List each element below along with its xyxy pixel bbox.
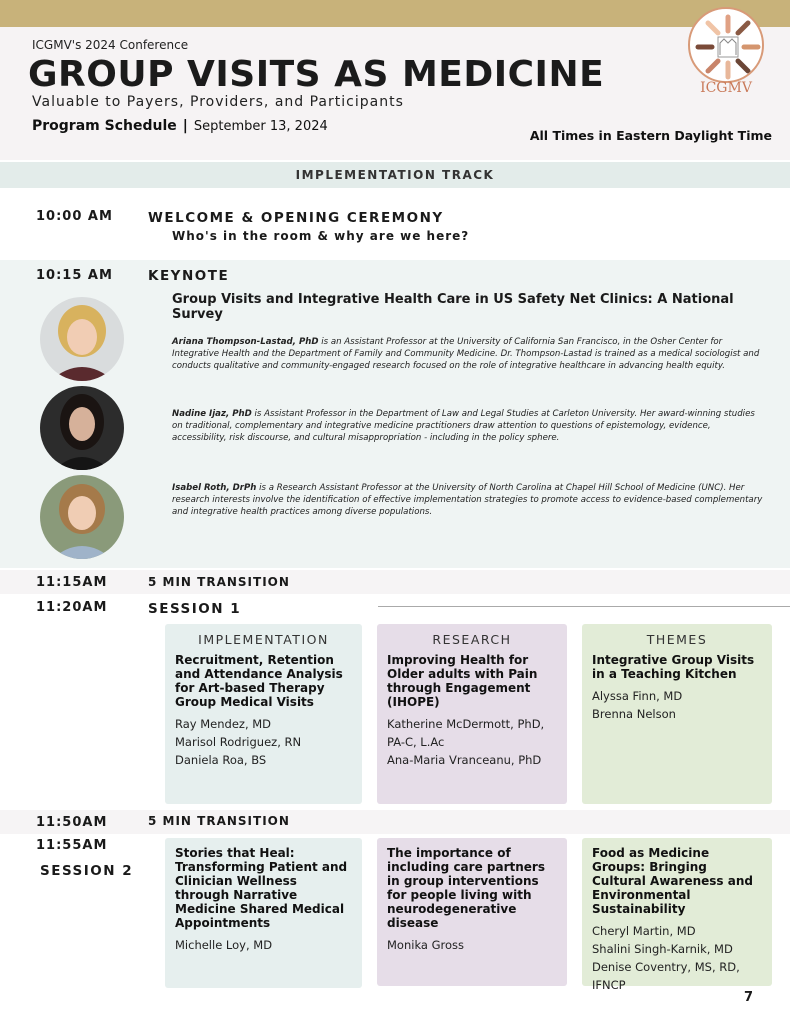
logo-text: ICGMV xyxy=(700,80,752,96)
speaker-bio-text-2: is Assistant Professor in the Department of Law and Legal Studies at Carleton University. Her award-winning studies on traditional, complementary and integrative medicine practitioners draw attention to questions of epistemology, evidence, accessibility, risk discourse, and cultural misappropriation - including in the policy sphere. xyxy=(172,409,755,443)
transition1-label: 5 MIN TRANSITION xyxy=(148,575,290,589)
program-label: Program Schedule xyxy=(32,118,177,134)
card-presenters xyxy=(175,936,352,954)
presenter: Brenna Nelson xyxy=(592,707,676,721)
speaker-photo-roth xyxy=(40,475,124,559)
keynote-time: 10:15 AM xyxy=(36,268,113,283)
transition-band-2 xyxy=(0,810,790,834)
card-track-label: THEMES xyxy=(646,632,708,647)
top-accent-bar xyxy=(0,0,790,27)
timezone-note: All Times in Eastern Daylight Time xyxy=(529,128,772,143)
keynote-label: KEYNOTE xyxy=(148,268,230,284)
card-presenters xyxy=(592,922,762,994)
speaker-name-1: Ariana Thompson-Lastad, PhD xyxy=(172,337,319,347)
program-line xyxy=(32,118,328,134)
presenter: Katherine McDermott, PhD, xyxy=(387,717,545,731)
speaker-photo-ijaz xyxy=(40,386,124,470)
page-number: 7 xyxy=(744,990,754,1005)
card-track-label: RESEARCH xyxy=(432,632,512,647)
presenter: Ray Mendez, MD xyxy=(175,717,272,731)
session1-card-themes xyxy=(582,624,772,804)
session1-label: SESSION 1 xyxy=(148,601,242,617)
speaker-name-3: Isabel Roth, DrPh xyxy=(172,483,257,493)
presenter: PA-C, L.Ac xyxy=(387,735,445,749)
speaker-bio-text-1: is an Assistant Professor at the University of California San Francisco, in the Osher Center for Integrative Health and the Department of Family and Community Medicine. Dr. Thompson-Lastad is trained as a medical sociologist and conducts qualitative and community-engaged research focused on the role of integrative healthcare in advancing health equity. xyxy=(172,337,760,371)
session1-card-implementation xyxy=(165,624,362,804)
session1-time: 11:20AM xyxy=(36,600,108,615)
session2-card-research xyxy=(377,838,567,986)
speaker-bio-1 xyxy=(172,336,766,372)
speaker-bio-text-3: is a Research Assistant Professor at the University of North Carolina at Chapel Hill School of Medicine (UNC). Her research interests involve the identification of effective implementation strategies to promote access to evidence-based complementary and integrative health practices among diverse populations. xyxy=(172,483,763,517)
keynote-title: Group Visits and Integrative Health Care in US Safety Net Clinics: A National Survey xyxy=(172,292,734,322)
icgmv-logo xyxy=(688,7,764,83)
session1-divider xyxy=(378,606,790,607)
presenter: Alyssa Finn, MD xyxy=(592,689,683,703)
speaker-bio-2 xyxy=(172,408,766,444)
session2-card-themes xyxy=(582,838,772,992)
presenter: Marisol Rodriguez, RN xyxy=(175,735,302,749)
card-title: Recruitment, Retention and Attendance Analysis for Art-based Therapy Group Medical Visits xyxy=(175,653,343,709)
page-title: GROUP VISITS AS MEDICINE xyxy=(28,54,605,95)
card-title: The importance of including care partners in group interventions for people living with neurodegenerative disease xyxy=(387,846,545,930)
welcome-subtitle: Who's in the room & why are we here? xyxy=(172,229,470,243)
session2-label: SESSION 2 xyxy=(40,863,134,879)
transition-band-1 xyxy=(0,570,790,594)
card-title: Improving Health for Older adults with Pain through Engagement (IHOPE) xyxy=(387,653,538,709)
welcome-title: WELCOME & OPENING CEREMONY xyxy=(148,210,444,226)
conference-label: ICGMV's 2024 Conference xyxy=(32,38,189,52)
transition2-label: 5 MIN TRANSITION xyxy=(148,814,290,828)
card-presenters xyxy=(387,715,557,769)
card-presenters xyxy=(387,936,557,954)
card-track-label: IMPLEMENTATION xyxy=(198,632,329,647)
track-banner: IMPLEMENTATION TRACK xyxy=(0,162,790,188)
card-title: Food as Medicine Groups: Bringing Cultural Awareness and Environmental Sustainability xyxy=(592,846,753,916)
card-title: Stories that Heal: Transforming Patient and Clinician Wellness through Narrative Medicine Shared Medical Appointments xyxy=(175,846,348,930)
welcome-time: 10:00 AM xyxy=(36,209,113,224)
transition2-time: 11:50AM xyxy=(36,815,108,830)
card-presenters xyxy=(592,687,762,723)
presenter: Denise Coventry, MS, RD, IFNCP xyxy=(592,960,740,992)
program-date: September 13, 2024 xyxy=(193,119,328,134)
program-separator: | xyxy=(182,118,188,134)
presenter: Cheryl Martin, MD xyxy=(592,924,696,938)
speaker-bio-3 xyxy=(172,482,766,518)
presenter: Monika Gross xyxy=(387,938,465,952)
session2-time: 11:55AM xyxy=(36,838,108,853)
card-presenters xyxy=(175,715,352,769)
presenter: Ana-Maria Vranceanu, PhD xyxy=(387,753,542,767)
page-subtitle: Valuable to Payers, Providers, and Participants xyxy=(32,94,404,110)
card-title: Integrative Group Visits in a Teaching Kitchen xyxy=(592,653,755,681)
session1-card-research xyxy=(377,624,567,804)
presenter: Daniela Roa, BS xyxy=(175,753,267,767)
presenter: Michelle Loy, MD xyxy=(175,938,273,952)
transition1-time: 11:15AM xyxy=(36,575,108,590)
speaker-name-2: Nadine Ijaz, PhD xyxy=(172,409,252,419)
speaker-photo-thompson-lastad xyxy=(40,297,124,381)
session2-card-implementation xyxy=(165,838,362,988)
presenter: Shalini Singh-Karnik, MD xyxy=(592,942,733,956)
